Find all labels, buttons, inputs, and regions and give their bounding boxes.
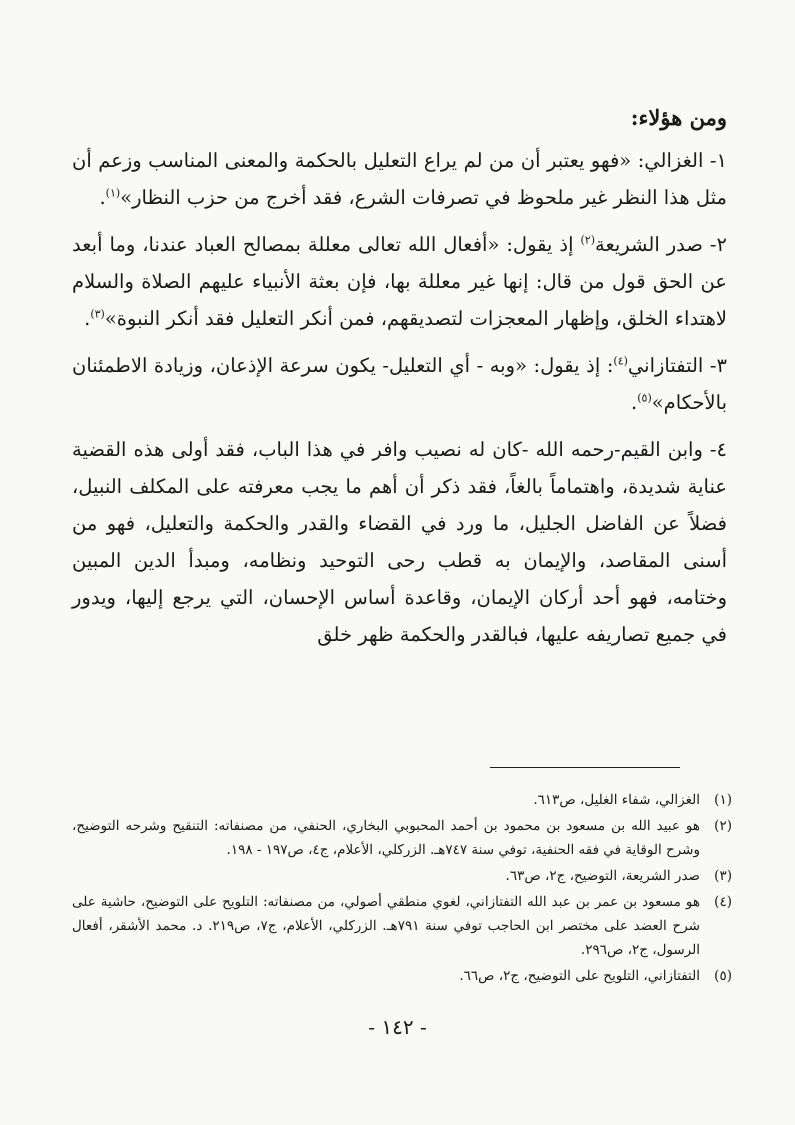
paragraph-1: [72, 142, 727, 216]
footnote-number: (١): [714, 792, 732, 808]
paragraph-3: [72, 347, 727, 421]
footnote-text: صدر الشريعة، التوضيح، ج٢، ص٦٣.: [505, 868, 700, 884]
paragraph-tail: .: [84, 307, 91, 330]
footnote-number: (٤): [714, 894, 732, 910]
footnote-text: هو مسعود بن عمر بن عبد الله التفتازاني، لغوي منطقي أصولي، من مصنفاته: التلويح على التوضيح، حاشية على شرح العضد على مختصر ابن الحاجب توفي سنة ٧٩١هـ. الزركلي، الأعلام، ج٧، ص٢١٩. د. محمد الأشقر، أفعال الرسول، ج٢، ص٢٩٦.: [72, 894, 700, 958]
paragraph-tail: : إذ يقول: «وبه - أي التعليل- يكون سرعة الإذعان، وزيادة الاطمئنان بالأحكام»: [72, 354, 727, 414]
footnote-number: (٥): [714, 968, 732, 984]
footnote-ref: (٤): [613, 354, 628, 368]
paragraph-text: ٢- صدر الشريعة: [594, 233, 727, 256]
footnotes: [72, 788, 732, 990]
footnote-item: [72, 890, 732, 962]
paragraph-4: [72, 431, 727, 653]
footnote-item: [72, 864, 732, 888]
main-text: [72, 100, 727, 663]
paragraph-tail: إذ يقول: «أفعال الله تعالى معللة بمصالح العباد عندنا، وما أبعد عن الحق قول من قال: إنها غير معللة بها، فإن بعثة الأنبياء عليهم الصلاة والسلام لاهتداء الخلق، وإظهار المعجزات لتصديقهم، فمن أنكر التعليل فقد أنكر النبوة»: [72, 233, 727, 330]
footnote-divider: [490, 767, 680, 768]
footnote-text: التفتازاني، التلويح على التوضيح، ج٢، ص٦٦.: [459, 968, 700, 984]
paragraph-text: ٣- التفتازاني: [627, 354, 727, 377]
paragraph-2: [72, 226, 727, 337]
footnote-number: (٢): [714, 818, 732, 834]
footnote-item: [72, 814, 732, 862]
paragraph-tail: .: [631, 391, 638, 414]
paragraph-tail: .: [99, 186, 106, 209]
paragraph-text: ١- الغزالي: «فهو يعتبر أن من لم يراع التعليل بالحكمة والمعنى المناسب وزعم أن مثل هذا النظر غير ملحوظ في تصرفات الشرع، فقد أخرج من حزب النظار»: [72, 149, 727, 209]
footnote-item: [72, 788, 732, 812]
footnote-ref: (٢): [580, 233, 595, 247]
footnote-ref: (٥): [637, 391, 652, 405]
footnote-item: [72, 964, 732, 988]
section-heading: ومن هؤلاء:: [630, 105, 727, 130]
footnote-text: الغزالي، شفاء الغليل، ص٦١٣.: [533, 792, 700, 808]
paragraph-text: ٤- وابن القيم-رحمه الله -كان له نصيب وافر في هذا الباب، فقد أولى هذه القضية عناية شديدة، واهتماماً بالغاً، فقد ذكر أن أهم ما يجب معرفته على المكلف النبيل، فضلاً عن الفاضل الجليل، ما ورد في القضاء والقدر والحكمة والتعليل، فهو من أسنى المقاصد، والإيمان به قطب رحى التوحيد ونظامه، ومبدأ الدين المبين وختامه، فهو أحد أركان الإيمان، وقاعدة أساس الإحسان، التي يرجع إليها، ويدور في جميع تصاريفه عليها، فبالقدر والحكمة ظهر خلق: [72, 438, 727, 646]
footnote-text: هو عبيد الله بن مسعود بن محمود بن أحمد المحبوبي البخاري، الحنفي، من مصنفاته: التنقيح وشرحه التوضيح، وشرح الوقاية في فقه الحنفية، توفي سنة ٧٤٧هـ. الزركلي، الأعلام، ج٤، ص١٩٧ - ١٩٨.: [72, 818, 700, 858]
footnote-number: (٣): [714, 868, 732, 884]
footnote-ref: (٣): [90, 307, 105, 321]
footnote-ref: (١): [105, 186, 121, 200]
page-number: - ١٤٢ -: [368, 1015, 427, 1039]
